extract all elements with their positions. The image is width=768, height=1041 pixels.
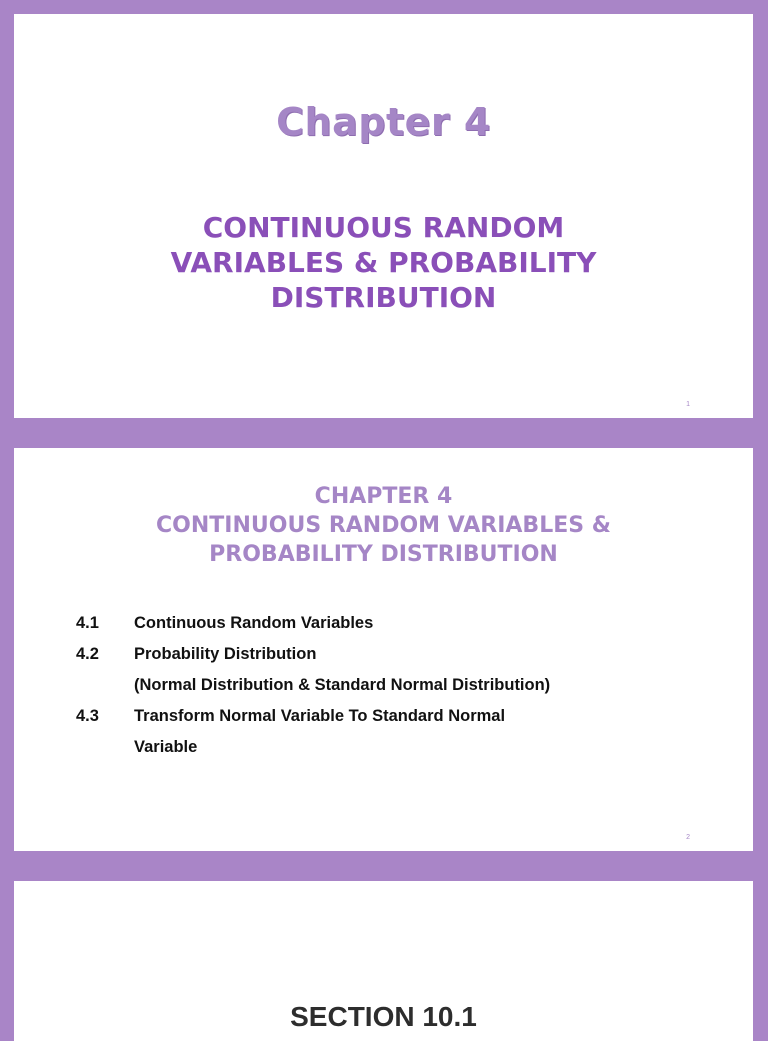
- toc-text: Probability Distribution: [134, 645, 317, 663]
- toc-text: Continuous Random Variables: [134, 614, 374, 632]
- toc-text: Transform Normal Variable To Standard Normal: [134, 707, 506, 725]
- slide-number: 1: [686, 401, 690, 408]
- toc-text: Variable: [134, 738, 198, 756]
- chapter-title: Chapter 4: [276, 100, 491, 144]
- toc-item: [76, 701, 733, 732]
- toc-number: 4.2: [76, 645, 99, 663]
- slide-3: [14, 881, 753, 1041]
- toc-number: 4.1: [76, 614, 99, 632]
- title-line: CONTINUOUS RANDOM VARIABLES &: [156, 513, 611, 538]
- slide-2: [14, 448, 753, 851]
- chapter-subtitle: [14, 210, 753, 315]
- slide-number: 2: [686, 834, 690, 841]
- table-of-contents: [76, 608, 733, 763]
- toc-item: [76, 639, 733, 670]
- title-line: PROBABILITY DISTRIBUTION: [209, 542, 558, 567]
- section-title: SECTION 10.1: [290, 1001, 477, 1032]
- toc-text: (Normal Distribution & Standard Normal Distribution): [134, 676, 551, 694]
- slide-1: [14, 14, 753, 418]
- subtitle-line: CONTINUOUS RANDOM: [202, 211, 565, 244]
- subtitle-line: DISTRIBUTION: [270, 281, 497, 314]
- title-line: CHAPTER 4: [314, 484, 453, 509]
- toc-number: 4.3: [76, 707, 99, 725]
- slide-title: [14, 482, 753, 569]
- toc-item: [76, 670, 733, 701]
- subtitle-line: VARIABLES & PROBABILITY: [170, 246, 597, 279]
- toc-item: [76, 608, 733, 639]
- toc-item: [76, 732, 733, 763]
